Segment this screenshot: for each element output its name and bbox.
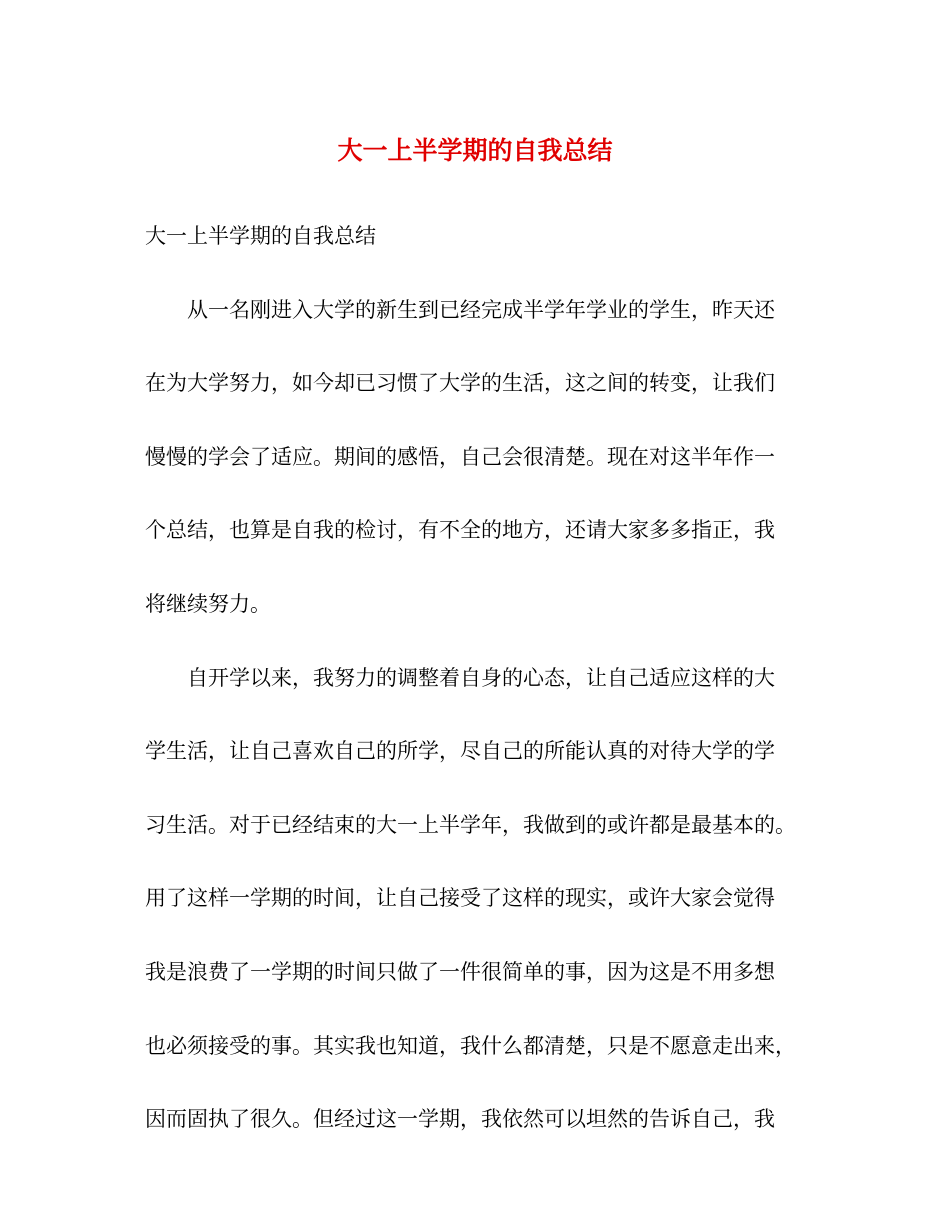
text-line: 用了这样一学期的时间，让自己接受了这样的现实，或许大家会觉得 <box>145 886 775 911</box>
text-line: 从一名刚进入大学的新生到已经完成半学年学业的学生，昨天还 <box>187 297 775 322</box>
text-line: 习生活。对于已经结束的大一上半学年，我做到的或许都是最基本的。 <box>145 812 796 837</box>
text-line: 慢慢的学会了适应。期间的感悟，自己会很清楚。现在对这半年作一 <box>145 444 775 469</box>
text-line: 学生活，让自己喜欢自己的所学，尽自己的所能认真的对待大学的学 <box>145 739 775 764</box>
text-line: 自开学以来，我努力的调整着自身的心态，让自己适应这样的大 <box>187 665 775 690</box>
text-line: 也必须接受的事。其实我也知道，我什么都清楚，只是不愿意走出来， <box>145 1033 796 1058</box>
text-line: 将继续努力。 <box>145 591 271 616</box>
text-line: 个总结，也算是自我的检讨，有不全的地方，还请大家多多指正，我 <box>145 518 775 543</box>
text-line: 因而固执了很久。但经过这一学期，我依然可以坦然的告诉自己，我 <box>145 1107 775 1132</box>
text-line: 我是浪费了一学期的时间只做了一件很简单的事，因为这是不用多想 <box>145 959 775 984</box>
document-title: 大一上半学期的自我总结 <box>337 136 613 165</box>
text-line: 在为大学努力，如今却已习惯了大学的生活，这之间的转变，让我们 <box>145 371 775 396</box>
text-line: 大一上半学期的自我总结 <box>145 224 376 248</box>
document-body <box>145 218 810 1175</box>
